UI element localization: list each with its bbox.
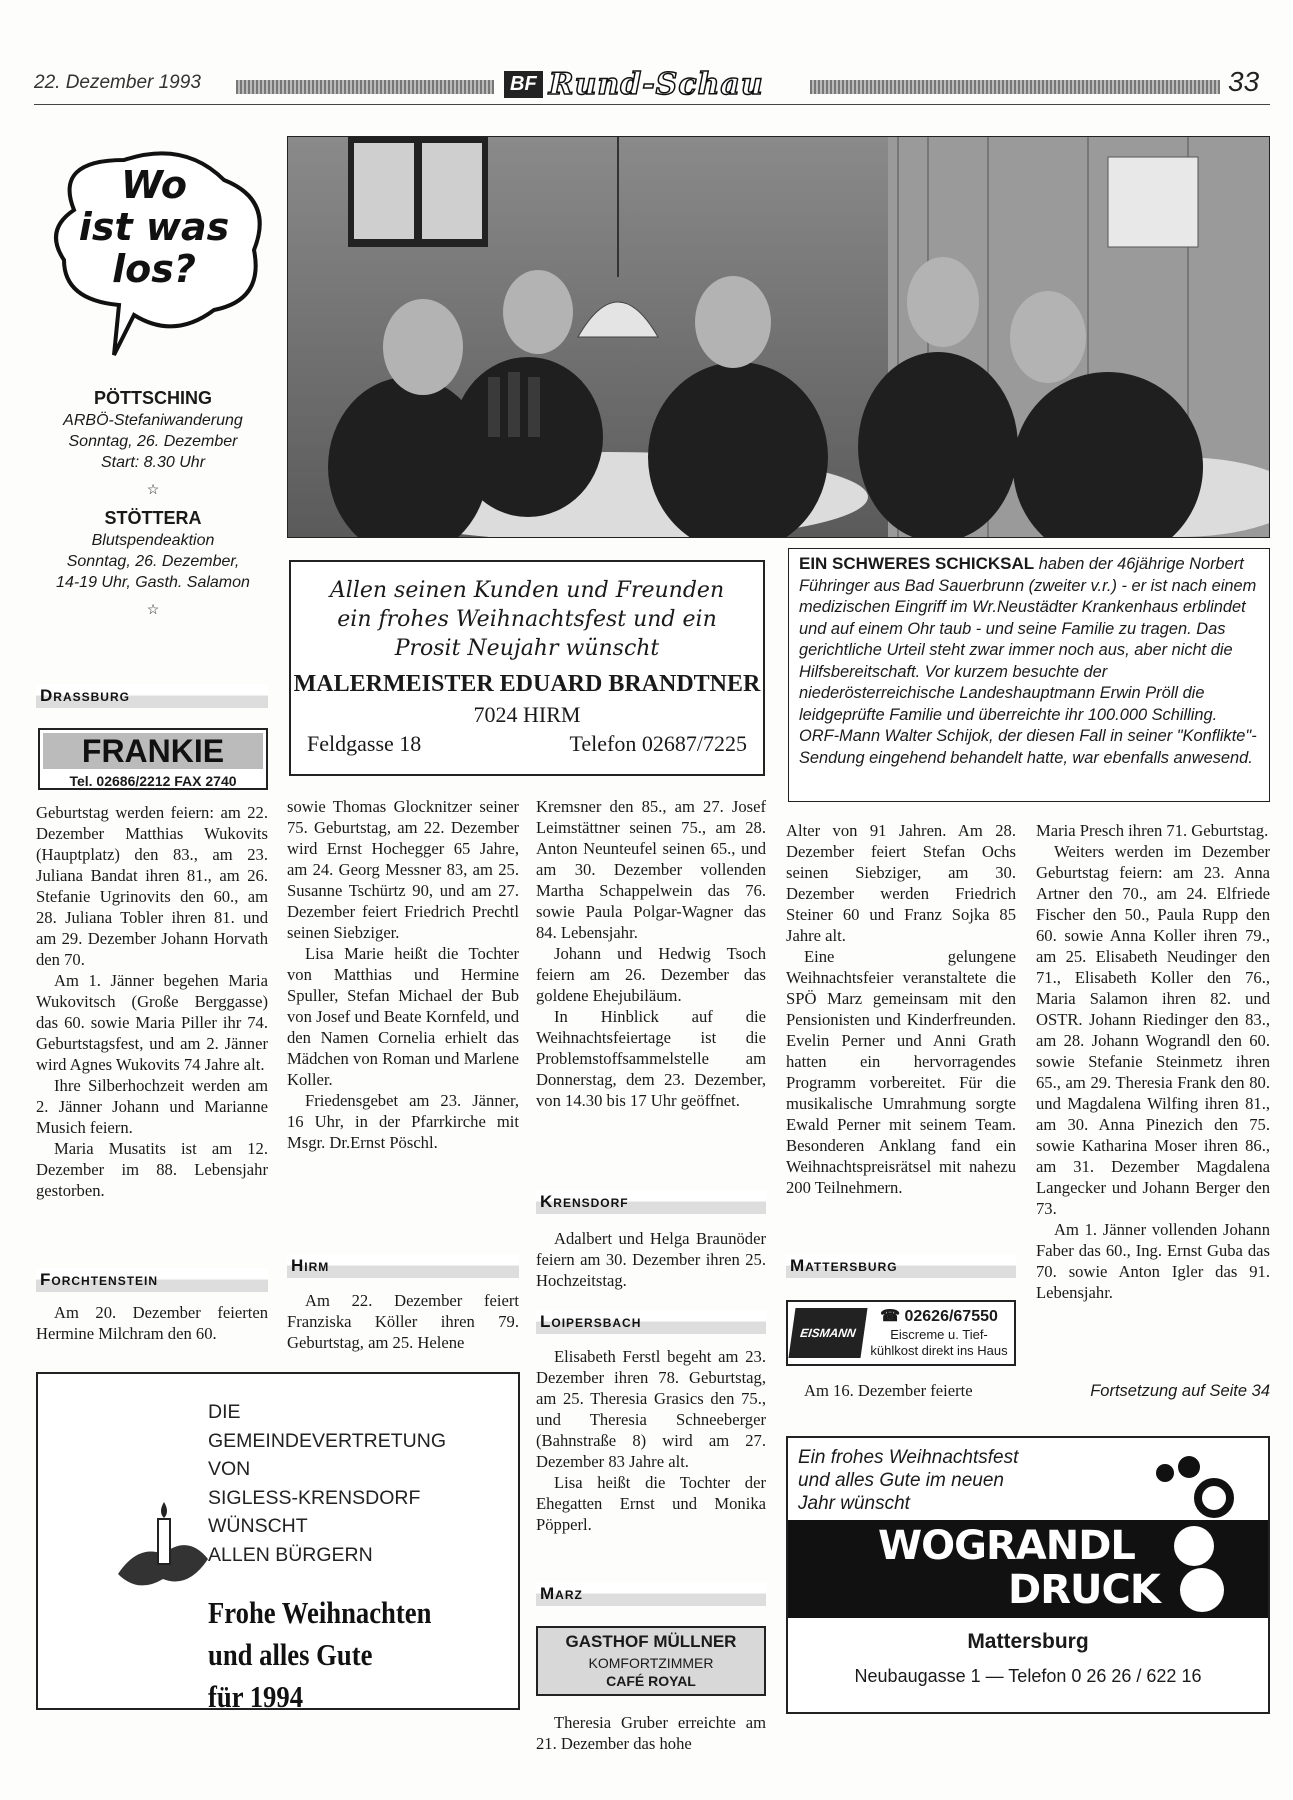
brandtner-ad <box>289 560 765 776</box>
event-line: Sonntag, 26. Dezember <box>68 433 238 450</box>
muellner-ad <box>536 1626 766 1696</box>
caption-title: EIN SCHWERES SCHICKSAL <box>799 554 1035 573</box>
event-line: Blutspendeaktion <box>91 532 215 549</box>
section-heading-krensdorf: Krensdorf <box>536 1190 766 1214</box>
wograndl-greeting: und alles Gute im neuen <box>798 1470 1004 1491</box>
gemeinde-ad <box>36 1372 520 1714</box>
candle-icon <box>108 1494 218 1604</box>
gemeinde-line: VON <box>208 1458 251 1480</box>
eismann-line-1: Eiscreme u. Tief- <box>890 1327 988 1342</box>
wograndl-greeting: Jahr wünscht <box>798 1493 910 1514</box>
greeting-line: Allen seinen Kunden und Freunden <box>329 578 725 603</box>
wish-line: Frohe Weihnachten <box>208 1595 432 1630</box>
header-divider <box>34 104 1270 105</box>
eismann-logo: EISMANN <box>788 1308 867 1358</box>
star-icon: ☆ <box>146 481 160 497</box>
photo-image <box>288 137 1270 538</box>
greeting-line: ein frohes Weihnachtsfest und ein <box>337 607 717 632</box>
frankie-contact: Tel. 02686/2212 FAX 2740 <box>69 773 237 789</box>
rundschau-logo: Rund-Schau <box>548 67 764 102</box>
speech-bubble <box>34 140 274 360</box>
wograndl-address: Neubaugasse 1 — Telefon 0 26 26 / 622 16 <box>854 1666 1202 1686</box>
eismann-ad <box>786 1300 1016 1366</box>
column-1-end <box>36 1302 268 1344</box>
article-paragraph: Adalbert und Helga Braunöder feiern am 30. Dezember ihren 25. Hochzeitstag. <box>536 1229 766 1290</box>
issue-date: 22. Dezember 1993 <box>34 72 201 93</box>
event-line: ARBÖ-Stefaniwanderung <box>63 412 243 429</box>
article-paragraph: Ihre Silberhochzeit werden am 2. Jänner Johann und Marianne Musich feiern. <box>36 1076 268 1137</box>
article-paragraph: Lisa heißt die Tochter der Ehegatten Ernst und Monika Pöpperl. <box>536 1473 766 1534</box>
company-name: MALERMEISTER EDUARD BRANDTNER <box>293 671 761 697</box>
article-paragraph: Am 22. Dezember feiert Franziska Köller ihren 79. Geburtstag, am 25. Helene <box>287 1291 519 1352</box>
article-paragraph: Am 1. Jänner vollenden Johann Faber das 60., Ing. Ernst Guba das 70. sowie Anton Igler das 91. Lebensjahr. <box>1036 1220 1270 1302</box>
section-heading-loipersbach: Loipersbach <box>536 1310 766 1334</box>
wograndl-logo-2: DRUCK <box>1008 1567 1160 1613</box>
greeting-line: Prosit Neujahr wünscht <box>394 636 660 661</box>
photo-caption <box>788 548 1270 802</box>
article-paragraph: Geburtstag werden feiern: am 22. Dezember Matthias Wukovits (Hauptplatz) den 83., am 23. Juliana Bandat ihren 81., am 26. Stefanie Ugrinovits den 60., am 28. Juliana Tobler ihren 81. und am 29. Dezember Johann Horvath den 70. <box>36 803 268 969</box>
logo-dot-icon <box>1174 1526 1214 1566</box>
logo-dot-icon <box>1194 1478 1234 1518</box>
gemeinde-line: ALLEN BÜRGERN <box>208 1543 373 1566</box>
column-3-loipersbach <box>536 1346 766 1535</box>
article-paragraph: Am 16. Dezember feierte <box>804 1381 973 1400</box>
article-paragraph: Am 1. Jänner begehen Maria Wukovitsch (Große Berggasse) das 60. sowie Maria Piller ihr 74. Geburtstagsfest, und am 2. Jänner wird Agnes Wukovits 74 Jahre alt. <box>36 971 268 1074</box>
gemeinde-line: GEMEINDEVERTRETUNG <box>208 1429 446 1452</box>
wograndl-city: Mattersburg <box>967 1630 1089 1653</box>
event-place: STÖTTERA <box>104 508 202 528</box>
column-4-end <box>786 1380 1016 1401</box>
frankie-name: FRANKIE <box>43 733 263 769</box>
event-listings <box>36 386 270 626</box>
news-photo <box>287 136 1270 538</box>
article-paragraph: Elisabeth Ferstl begeht am 23. Dezember ihren 78. Geburtstag, am 25. Theresia Grasics den 75., und Theresia Schneeberger (Bahnstraße 8) wird am 27. Dezember 83 Jahre alt. <box>536 1347 766 1471</box>
logo-dot-icon <box>1178 1456 1200 1478</box>
bubble-line-1: Wo <box>121 163 187 207</box>
wograndl-logo-1: WOGRANDL <box>878 1523 1135 1569</box>
article-paragraph: Kremsner den 85., am 27. Josef Leimstättner seinen 75., am 28. Anton Neunteufel seinen 65., und am 30. Dezember vollenden Martha Schappelwein das 76. sowie Paula Polgar-Wagner das 84. Lebensjahr. <box>536 797 766 942</box>
article-paragraph: sowie Thomas Glocknitzer seiner 75. Geburtstag, am 22. Dezember wird Ernst Hochegger 65 Jahre, am 24. Georg Messner 83, am 25. Susanne Tschürtz 90, und am 27. Dezember feiert Friedrich Prechtl seinen Siebziger. <box>287 797 519 942</box>
section-heading-drassburg: Drassburg <box>36 684 268 708</box>
article-paragraph: Theresia Gruber erreichte am 21. Dezember das hohe <box>536 1713 766 1753</box>
company-phone: Telefon 02687/7225 <box>569 731 747 756</box>
column-3-krensdorf <box>536 1228 766 1291</box>
event-place: PÖTTSCHING <box>93 388 212 408</box>
bubble-line-3: los? <box>112 247 196 291</box>
article-paragraph: Weiters werden im Dezember Geburtstag feiern: am 23. Anna Artner den 70., am 24. Elfriede Fischer den 50., Paula Rupp den 60. sowie Anna Koller ihren 79., am 25. Elisabeth Neudinger den 71., Elisabeth Koller den 76., Maria Salamon ihren 82. und OSTR. Johann Riedinger den 83., am 28. Johann Wograndl den 60. sowie Stefanie Steinmetz ihren 65., am 29. Theresia Frank den 80. und Magdalena Wilfing ihren 81., am 30. Anna Pinezich den 75. sowie Katharina Moser ihren 86., am 31. Dezember Magdalena Langecker und Johann Berger den 73. <box>1036 842 1270 1218</box>
article-paragraph: Maria Presch ihren 71. Geburtstag. <box>1036 821 1269 840</box>
section-heading-hirm: Hirm <box>287 1254 519 1278</box>
wish-line: für 1994 <box>208 1679 304 1714</box>
company-street: Feldgasse 18 <box>307 731 422 756</box>
star-icon: ☆ <box>146 601 160 617</box>
caption-text: haben der 46jährige Norbert Führinger aus Bad Sauerbrunn (zweiter v.r.) - er ist nach einem medizischen Eingriff im Wr.Neustädter Krankenhaus erblindet und auf einem Ohr taub - und seine Familie zu tragen. Das gerichtliche Urteil steht zwar immer noch aus, aber nicht die Hilfsbereitschaft. Vor kurzem besuchte der niederösterreichische Landeshauptmann Erwin Pröll die leidgeprüfte Familie und überreichte ihr 100.000 Schilling. ORF-Mann Walter Schijok, der diesen Fall in seiner "Konflikte"-Sendung eingehend behandelt hatte, war ebenfalls anwesend. <box>799 555 1257 767</box>
section-heading-mattersburg: Mattersburg <box>786 1254 1016 1278</box>
frankie-ad <box>38 728 268 790</box>
section-heading-marz: Marz <box>536 1582 766 1606</box>
event-line: 14-19 Uhr, Gasth. Salamon <box>56 574 250 591</box>
gemeinde-line: DIE <box>208 1401 241 1423</box>
wograndl-ad <box>786 1436 1270 1714</box>
bf-logo: BF <box>504 71 543 98</box>
muellner-line-3: CAFÉ ROYAL <box>606 1673 696 1689</box>
article-paragraph: Lisa Marie heißt die Tochter von Matthias und Hermine Spuller, Stefan Michael der Bub von Josef und Beate Kornfeld, und den Namen Cornelia erhielt das Mädchen von Roman und Marlene Koller. <box>287 944 519 1089</box>
bubble-line-2: ist was <box>78 205 230 249</box>
article-paragraph: Eine gelungene Weihnachtsfeier veranstaltete die SPÖ Marz gemeinsam mit den Pensionisten und Kinderfreunden. Evelin Perner und Anni Grath hatten ein hervorragendes Programm vorbereitet. Für die musikalische Umrahmung sorgte Ewald Perner mit seinem Team. Besonderen Anklang fand ein Weihnachtspreisrätsel mit nahezu 200 Teilnehmern. <box>786 947 1016 1197</box>
wograndl-logo-band <box>788 1520 1268 1618</box>
gemeinde-line: WÜNSCHT <box>208 1515 308 1537</box>
eismann-line-2: kühlkost direkt ins Haus <box>870 1343 1008 1358</box>
page-number: 33 <box>1228 66 1260 97</box>
muellner-line-2: KOMFORTZIMMER <box>588 1655 714 1671</box>
column-3 <box>536 796 766 1111</box>
continued-note: Fortsetzung auf Seite 34 <box>1090 1382 1270 1400</box>
column-5 <box>1036 820 1270 1303</box>
gemeinde-line: SIGLESS-KRENSDORF <box>208 1486 421 1509</box>
article-paragraph: Maria Musatits ist am 12. Dezember im 88. Lebensjahr gestorben. <box>36 1139 268 1200</box>
masthead-logo <box>504 67 764 102</box>
wograndl-greeting: Ein frohes Weihnachtsfest <box>798 1447 1019 1468</box>
section-heading-forchtenstein: Forchtenstein <box>36 1268 268 1292</box>
wish-line: und alles Gute <box>208 1637 373 1672</box>
column-1 <box>36 802 268 1201</box>
event-line: Sonntag, 26. Dezember, <box>66 553 240 570</box>
article-paragraph: In Hinblick auf die Weihnachtsfeiertage ist die Problemstoffsammelstelle am Donnerstag, dem 23. Dezember, von 14.30 bis 17 Uhr geöffnet. <box>536 1007 766 1110</box>
article-paragraph: Am 20. Dezember feierten Hermine Milchram den 60. <box>36 1303 268 1343</box>
eismann-phone: ☎ 02626/67550 <box>880 1308 998 1325</box>
article-paragraph: Alter von 91 Jahren. Am 28. Dezember feiert Stefan Ochs seinen Siebziger, am 30. Dezember werden Friedrich Steiner 60 und Franz Sojka 85 Jahre alt. <box>786 821 1016 945</box>
company-city: 7024 HIRM <box>473 702 581 727</box>
logo-dot-icon <box>1156 1464 1174 1482</box>
logo-dot-icon <box>1180 1568 1224 1612</box>
header-rule-left <box>236 80 494 94</box>
column-2 <box>287 796 519 1153</box>
column-3-end <box>536 1712 766 1754</box>
column-4 <box>786 820 1016 1198</box>
header-rule-right <box>810 80 1220 94</box>
article-paragraph: Friedensgebet am 23. Jänner, 16 Uhr, in der Pfarrkirche mit Msgr. Dr.Ernst Pöschl. <box>287 1091 519 1152</box>
column-2-end <box>287 1290 519 1353</box>
muellner-line-1: GASTHOF MÜLLNER <box>565 1632 737 1651</box>
event-line: Start: 8.30 Uhr <box>100 454 206 471</box>
article-paragraph: Johann und Hedwig Tsoch feiern am 26. Dezember das goldene Ehejubiläum. <box>536 944 766 1005</box>
